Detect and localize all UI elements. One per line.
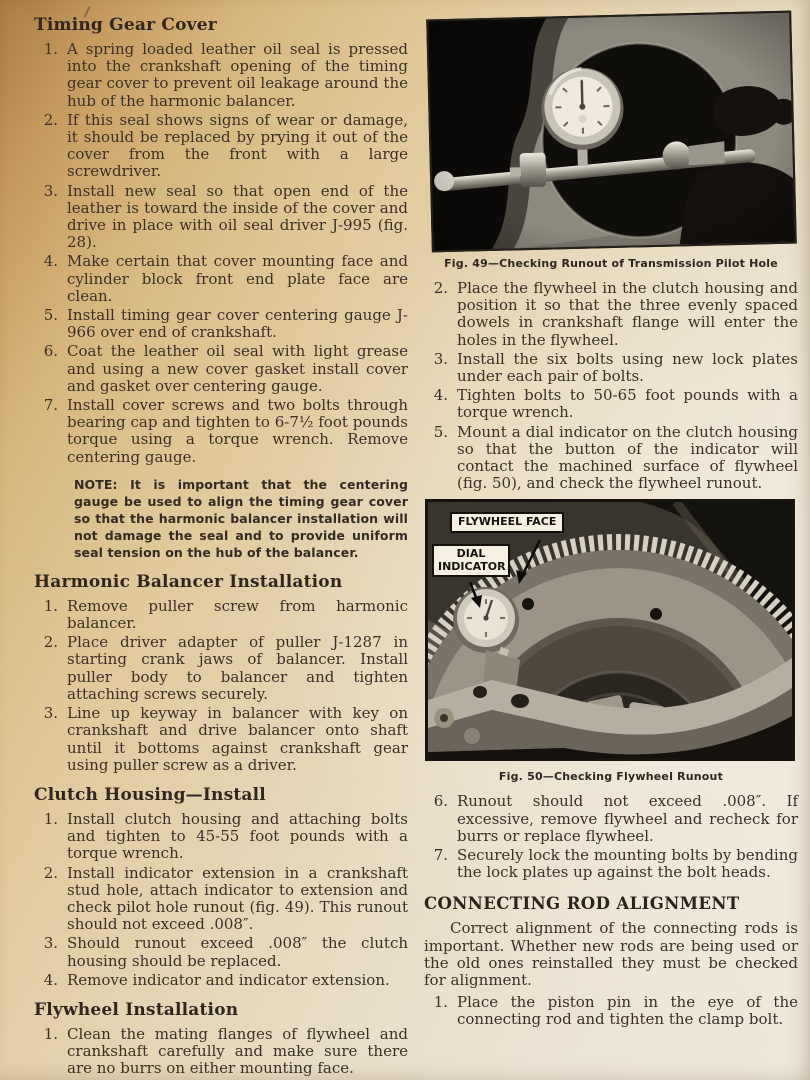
item-number: 1. [43,596,58,615]
list-item [424,793,798,845]
item-number: 2. [43,110,58,129]
heading-flywheel-installation: Flywheel Installation [34,999,239,1020]
item-number: 3. [43,181,58,200]
callout-dial-indicator: DIAL INDICATOR [432,544,510,577]
item-text: Securely lock the mounting bolts by bending the lock plates up against the bolt heads. [457,846,798,882]
item-text: A spring loaded leather oil seal is pressed into the crankshaft opening of the timing gear cover to prevent oil leakage around the hub of the harmonic balancer. [67,40,408,110]
item-number: 3. [43,704,58,723]
list-item [34,1026,408,1078]
item-number: 5. [433,422,448,441]
item-text: Install clutch housing and attaching bolts and tighten to 45-55 foot pounds with a torque wrench. [67,809,408,863]
item-number: 2. [433,279,448,297]
fig49-graphic [428,13,794,251]
item-number: 1. [43,809,58,828]
item-text: Tighten bolts to 50-65 foot pounds with a torque wrench. [457,386,798,422]
item-number: 5. [43,306,58,325]
list-item [34,598,408,632]
item-text: Runout should not exceed .008″. If excessive, remove flywheel and recheck for burrs or replace flywheel. [457,792,798,845]
list-item [34,397,408,466]
item-number: 7. [433,846,448,865]
item-number: 4. [43,252,58,271]
heading-harmonic-balancer-installation: Harmonic Balancer Installation [34,571,343,592]
list-item [34,183,408,252]
item-text: Remove indicator and indicator extension. [67,970,390,989]
item-text: Make certain that cover mounting face and cylinder block front end plate face are clean. [67,252,408,305]
fig49-photo [426,11,797,253]
item-number: 1. [43,1024,58,1043]
item-text: Install cover screws and two bolts through bearing cap and tighten to 6-7½ foot pounds torque using a torque wrench. Remove centering gauge. [67,396,408,466]
item-number: 2. [43,863,58,882]
item-text: Install timing gear cover centering gauge J-966 over end of crankshaft. [67,306,408,342]
list-item [424,387,798,421]
list-item [424,994,798,1028]
left-column [34,0,408,1080]
item-number: 2. [43,633,58,652]
item-number: 3. [433,349,448,368]
item-text: Coat the leather oil seal with light grease and using a new cover gasket install cover and gasket over centering gauge. [67,342,408,395]
item-text: Install new seal so that open end of the leather is toward the inside of the cover and drive in place with oil seal driver J-995 (fig. 28). [67,181,408,252]
heading-timing-gear-cover: Timing Gear Cover [34,15,217,35]
item-text: Install indicator extension in a crankshaft stud hole, attach indicator to extension and check pilot hole runout (fig. 49). This runout should not exceed .008″. [67,863,408,934]
list-item [424,280,798,349]
list-item [34,112,408,181]
list-item [34,343,408,395]
list-item [34,253,408,305]
item-number: 4. [433,386,448,405]
list-item [424,847,798,881]
fig50-graphic [428,502,792,758]
item-text: Place driver adapter of puller J-1287 in starting crank jaws of balancer. Install puller body to balancer and tighten attaching screws securely. [67,633,408,703]
callout-flywheel-face: FLYWHEEL FACE [450,512,564,533]
item-number: 1. [43,40,58,58]
item-number: 6. [43,342,58,361]
item-text: If this seal shows signs of wear or damage, it should be replaced by prying it out of the cover from the front with a large screwdriver. [67,110,408,181]
item-number: 4. [43,970,58,989]
fig49-caption: Fig. 49—Checking Runout of Transmission Pilot Hole [444,257,778,270]
item-text: Place the piston pin in the eye of the connecting rod and tighten the clamp bolt. [457,993,798,1029]
note-block: NOTE: It is important that the centering gauge be used to align the timing gear cover so that the harmonic balancer installation will not damage the seal and to provide uniform seal tension on the hub of the balancer. [74,476,408,560]
item-number: 6. [433,792,448,811]
list-item [34,811,408,863]
list-item [34,41,408,110]
heading-connecting-rod-alignment: CONNECTING ROD ALIGNMENT [424,894,740,914]
conrod-intro-paragraph: Correct alignment of the connecting rods is important. Whether new rods are being used or the old ones reinstalled they must be checked for alignment. [424,919,798,990]
item-text: Mount a dial indicator on the clutch housing so that the button of the indicator will contact the machined surface of flywheel (fig. 50), and check the flywheel runout. [457,422,798,493]
item-number: 1. [433,993,448,1012]
heading-clutch-housing-install: Clutch Housing—Install [34,784,266,805]
item-number: 7. [43,396,58,415]
item-text: Line up keyway in balancer with key on crankshaft and drive balancer onto shaft until it bottoms against crankshaft gear using puller screw as a driver. [67,704,408,774]
item-text: Place the flywheel in the clutch housing and position it so that the three evenly spaced dowels in crankshaft flange will enter the holes in the flywheel. [457,279,798,349]
item-number: 3. [43,934,58,953]
list-item [424,424,798,493]
item-text: Install the six bolts using new lock plates under each pair of bolts. [457,349,798,386]
item-text: Clean the mating flanges of flywheel and crankshaft carefully and make sure there are no burrs on either mounting face. [67,1024,408,1078]
list-item [34,634,408,703]
list-item [34,935,408,969]
list-item [424,351,798,385]
list-item [34,972,408,989]
right-column [424,0,798,1031]
item-text: Remove puller screw from harmonic balancer. [67,596,408,633]
item-text: Should runout exceed .008″ the clutch housing should be replaced. [67,934,408,970]
fig50-photo [425,499,795,761]
fig50-caption: Fig. 50—Checking Flywheel Runout [498,770,724,784]
list-item [34,307,408,341]
list-item [34,705,408,774]
list-item [34,865,408,934]
